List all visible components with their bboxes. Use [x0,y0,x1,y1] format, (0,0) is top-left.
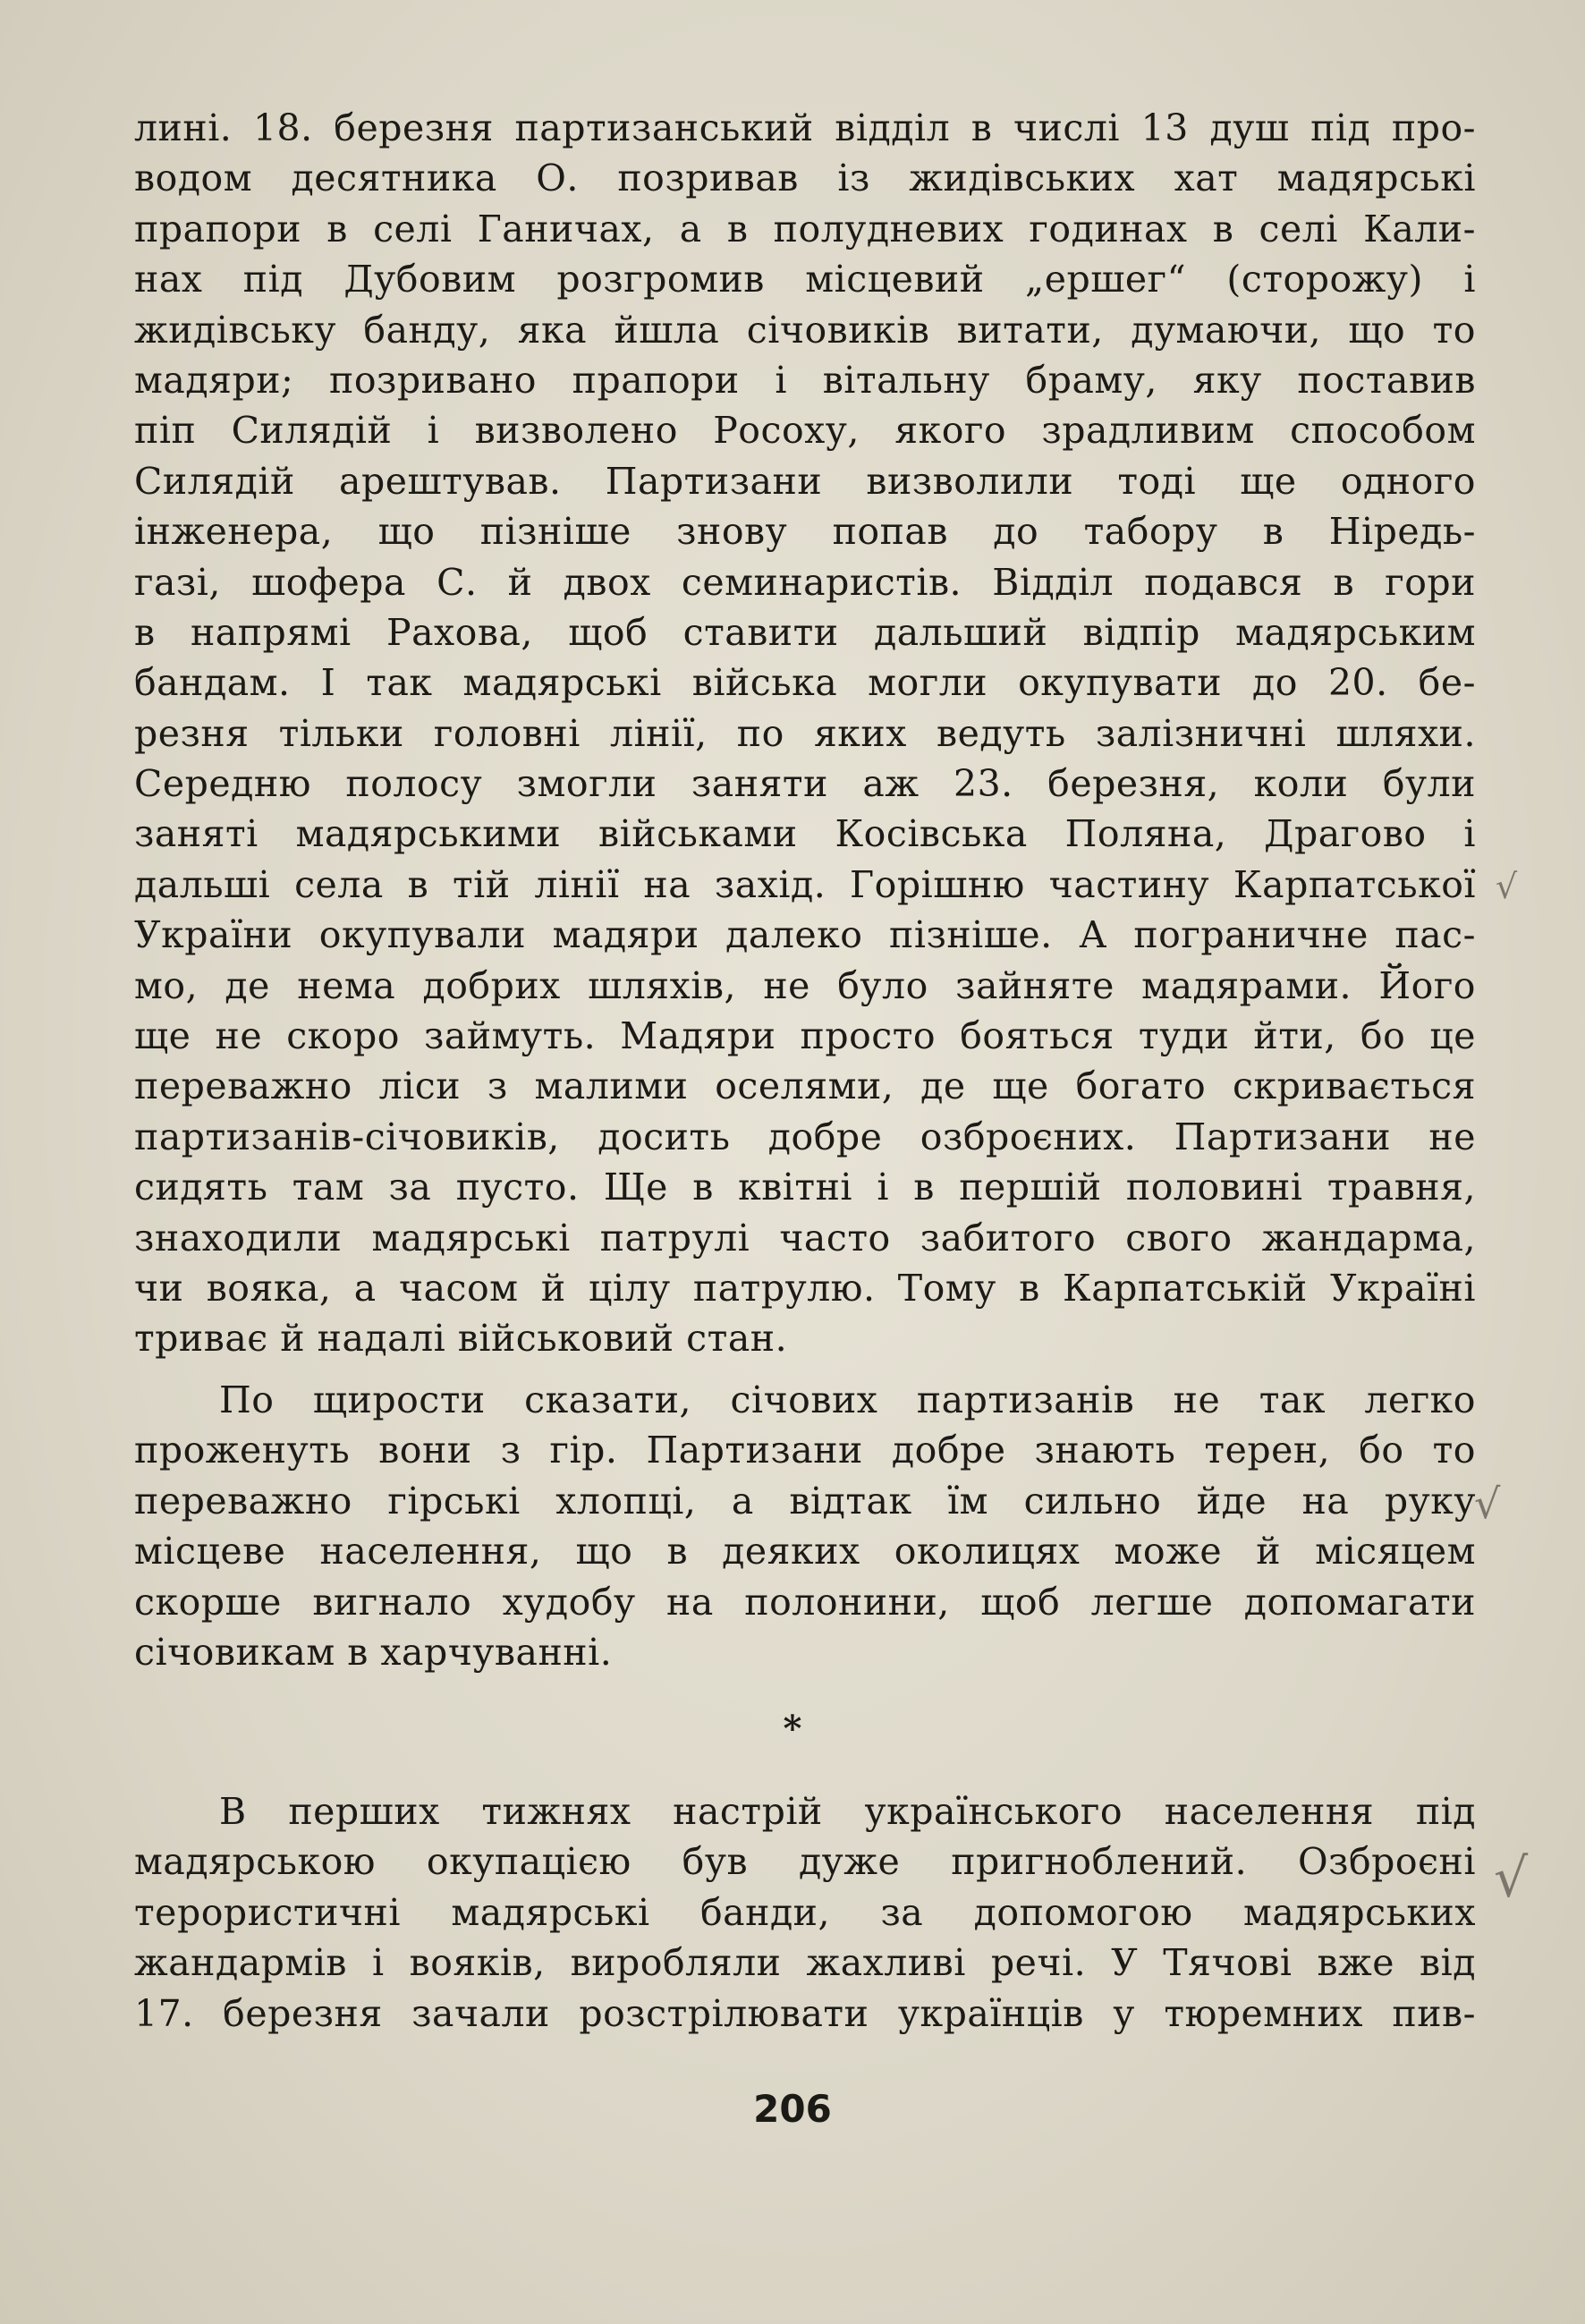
margin-checkmark-icon: √ [1496,867,1518,906]
text-line: Силядій арештував. Партизани визволили тоді ще одного [134,459,1476,503]
text-line: переважно ліси з малими оселями, де ще богато скривається [134,1064,1476,1108]
margin-checkmark-icon: √ [1494,1847,1529,1910]
text-line: знаходили мадярські патрулі часто забитого свого жандарма, [134,1216,1476,1260]
paragraph-2 [134,1375,1476,1677]
text-line: жандармів і вояків, виробляли жахливі речі. У Тячові вже від [134,1941,1476,1985]
text-line: 17. березня зачали розстрілювати українців у тюремних пив- [134,1991,1476,2035]
text-line: резня тільки головні лінії, по яких ведуть залізничні шляхи. [134,711,1476,755]
text-line: терористичні мадярські банди, за допомогою мадярських [134,1890,1476,1934]
text-line: бандам. І так мадярські війська могли окупувати до 20. бе- [134,661,1476,705]
page-number: 206 [753,2087,832,2131]
text-line: проженуть вони з гір. Партизани добре знають терен, бо то [134,1429,1476,1472]
text-line: Середню полосу змогли заняти аж 23. березня, коли були [134,762,1476,806]
text-line: скорше вигнало худобу на полонини, щоб легше допомагати [134,1580,1476,1624]
text-line: заняті мадярськими військами Косівська Поляна, Драгово і [134,812,1476,856]
text-line: мадярською окупацією був дуже пригноблений. Озброєні [134,1840,1476,1884]
margin-checkmark-icon: √ [1474,1480,1501,1528]
text-line: переважно гірські хлопці, а відтак їм сильно йде на руку [134,1479,1476,1522]
paragraph-1 [134,103,1476,1364]
text-line: чи вояка, а часом й цілу патрулю. Тому в Карпатській Україні [134,1266,1476,1310]
text-line: нах під Дубовим розгромив місцевий „ершег“ (сторожу) і [134,258,1476,301]
text-line: По щирости сказати, січових партизанів не так легко [219,1378,1476,1421]
text-line: мадяри; позривано прапори і вітальну браму, яку поставив [134,358,1476,402]
text-line: газі, шофера С. й двох семинаристів. Відділ подався в гори [134,560,1476,604]
text-line: мо, де нема добрих шляхів, не було зайняте мадярами. Його [134,963,1476,1007]
text-line: жидівську банду, яка йшла січовиків витати, думаючи, що то [134,308,1476,352]
text-line: ще не скоро займуть. Мадяри просто бояться туди йти, бо це [134,1014,1476,1058]
text-line: партизанів-січовиків, досить добре озброєних. Партизани не [134,1115,1476,1158]
text-line: місцеве населення, що в деяких околицях може й місяцем [134,1530,1476,1573]
text-line: січовикам в харчуванні. [134,1630,613,1674]
text-line: водом десятника О. позривав із жидівських хат мадярські [134,157,1476,200]
section-separator: * [783,1708,802,1750]
text-line: сидять там за пусто. Ще в квітні і в першій половині травня, [134,1166,1476,1209]
text-line: прапори в селі Ганичах, а в полудневих годинах в селі Кали- [134,207,1476,250]
text-line: України окупували мадяри далеко пізніше. А пограничне пас- [134,913,1476,957]
text-line: лині. 18. березня партизанський відділ в числі 13 душ під про- [134,106,1476,149]
text-line: дальші села в тій лінії на захід. Горішню частину Карпатської [134,862,1476,906]
text-line: піп Силядій і визволено Росоху, якого зрадливим способом [134,409,1476,453]
paragraph-3 [134,1786,1476,2039]
text-line: в напрямі Рахова, щоб ставити дальший відпір мадярським [134,610,1476,654]
text-line: триває й надалі військовий стан. [134,1317,788,1361]
text-line: інженера, що пізніше знову попав до табору в Ніредь- [134,510,1476,554]
text-line: В перших тижнях настрій українського населення під [219,1790,1476,1833]
